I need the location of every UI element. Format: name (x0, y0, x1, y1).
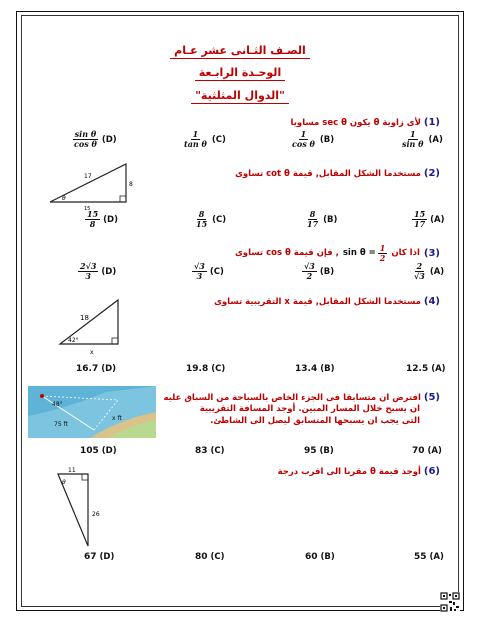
q3-option-c[interactable]: $\frac{√3}{3}$ (C) (194, 261, 224, 281)
q1-option-c[interactable]: $\frac{1}{\text{tan θ}}$ (C) (184, 129, 226, 149)
grade-title: الصـف الثـانى عشر عـام (0, 44, 480, 57)
q6-option-d[interactable]: 67 (D) (84, 552, 115, 562)
q4-side-label: x (90, 349, 94, 356)
question-1: (1) لأى زاوية θ يكون sec θ مساويا (290, 117, 440, 128)
q5-option-a[interactable]: 70 (A) (412, 446, 442, 456)
topic-title: "الدوال المثلثية" (0, 89, 480, 102)
q6-top-label: 11 (68, 467, 76, 474)
q4-hyp-label: 18 (80, 314, 89, 322)
question-5-line-3: التى يجب ان يسبحها المتسابق ليصل الى الشاطئ. (210, 416, 420, 426)
q2-opp-label: 8 (129, 181, 133, 188)
q2-option-d[interactable]: $\frac{15}{8}$ (D) (87, 209, 118, 229)
q4-option-a[interactable]: 12.5 (A) (406, 364, 446, 374)
q2-triangle-figure (48, 158, 133, 212)
q2-option-a[interactable]: $\frac{15}{17}$ (A) (414, 209, 445, 229)
question-4: (4) مستخدما الشكل المقابل, قيمة x التقريبية تساوى (214, 296, 440, 307)
question-5: (5) افترض ان متسابقا فى الجزء الخاص بالسباحة من السباق عليه (163, 392, 440, 403)
question-2: (2) مستخدما الشكل المقابل, قيمة cot θ تساوى (235, 168, 440, 179)
question-3: (3) اذا كان sin θ = $\frac{1}{2}$ , فإن قيمة cos θ تساوى (235, 243, 440, 263)
q2-option-b[interactable]: $\frac{8}{17}$ (B) (307, 209, 338, 229)
q5-option-d[interactable]: 105 (D) (80, 446, 117, 456)
q1-option-d[interactable]: $\frac{\text{sin θ}}{\text{cos θ}}$ (D) (74, 129, 117, 149)
question-6: (6) أوجد قيمة θ مقربا الى اقرب درجة (277, 466, 440, 477)
q6-side-label: 26 (92, 511, 100, 518)
q5-side-label: x ft (112, 415, 122, 422)
q2-angle-label: θ (62, 195, 66, 202)
q4-triangle-figure (56, 296, 126, 358)
unit-title: الوحـدة الرابـعة (0, 66, 480, 79)
q3-option-d[interactable]: $\frac{2√3}{3}$ (D) (80, 261, 117, 281)
q3-option-b[interactable]: $\frac{√3}{2}$ (B) (304, 261, 335, 281)
q3-option-a[interactable]: $\frac{2}{√3}$ (A) (414, 261, 445, 281)
q6-angle-label: θ (62, 479, 66, 486)
q4-angle-label: 42° (68, 337, 79, 344)
q2-hyp-label: 17 (84, 173, 92, 180)
q5-dist-label: 75 ft (54, 421, 68, 428)
q4-option-b[interactable]: 13.4 (B) (295, 364, 335, 374)
question-5-line-2: ان يسبح خلال المسار المبين. أوجد المسافة التقريبية (199, 404, 420, 414)
q2-adj-label: 15 (84, 206, 91, 212)
q6-option-a[interactable]: 55 (A) (414, 552, 444, 562)
q5-option-c[interactable]: 83 (C) (195, 446, 225, 456)
q1-option-a[interactable]: $\frac{1}{\text{sin θ}}$ (A) (402, 129, 443, 149)
q4-option-c[interactable]: 19.8 (C) (186, 364, 226, 374)
q1-option-b[interactable]: $\frac{1}{\text{cos θ}}$ (B) (292, 129, 335, 149)
qr-code-icon (440, 592, 460, 612)
q4-option-d[interactable]: 16.7 (D) (76, 364, 117, 374)
q2-option-c[interactable]: $\frac{8}{15}$ (C) (196, 209, 227, 229)
q5-swim-figure (28, 386, 156, 438)
q6-option-b[interactable]: 60 (B) (305, 552, 335, 562)
q5-angle-label: 48° (52, 401, 63, 408)
q6-triangle-figure (50, 466, 108, 550)
q5-option-b[interactable]: 95 (B) (304, 446, 334, 456)
q6-option-c[interactable]: 80 (C) (195, 552, 225, 562)
